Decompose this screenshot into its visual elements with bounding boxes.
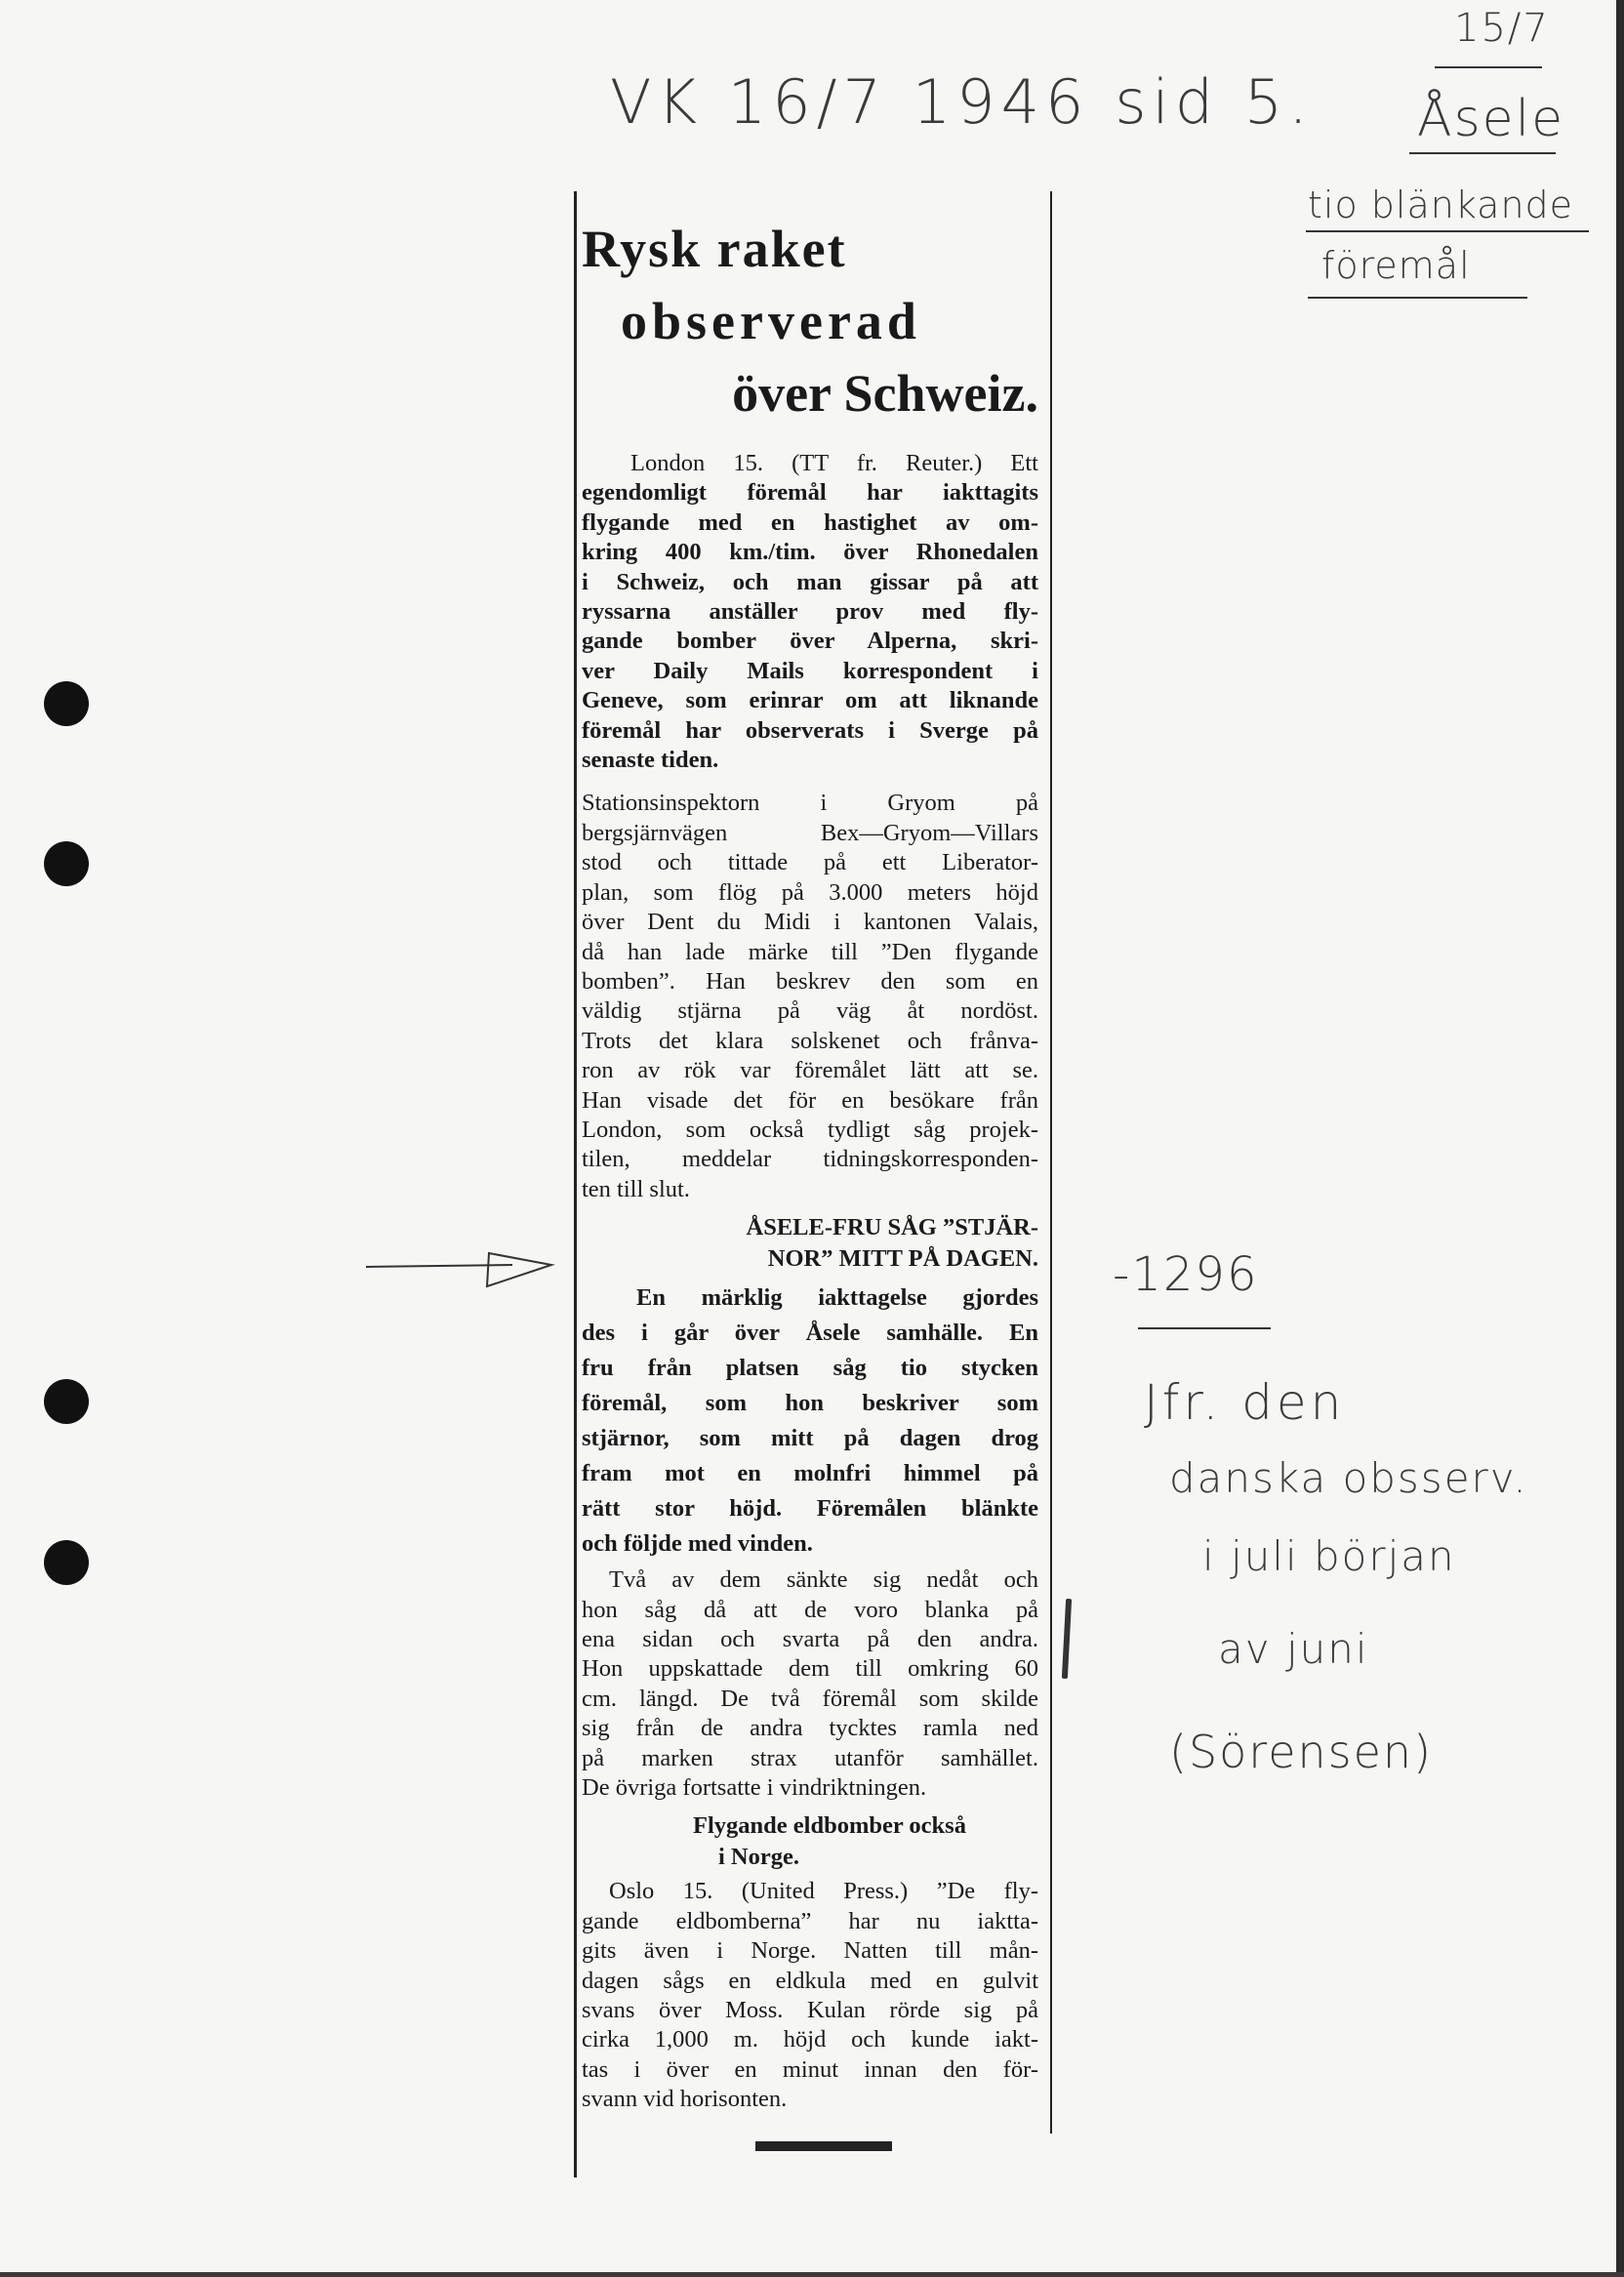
text-line: föremål har observerats i Sverge på (582, 716, 1038, 744)
text-line: plan, som flög på 3.000 meters höjd (582, 878, 1038, 906)
headline-line: över Schweiz. (732, 364, 1038, 423)
headline-line: Rysk raket (582, 220, 847, 278)
text-line: des i går över Åsele samhälle. En (582, 1320, 1038, 1347)
text-line: sig från de andra tycktes ramla ned (582, 1715, 1038, 1742)
text-line: stod och tittade på ett Liberator- (582, 849, 1038, 876)
text-line: rätt stor höjd. Föremålen blänkte (582, 1495, 1038, 1523)
punch-hole (44, 1379, 89, 1424)
text-line: Oslo 15. (United Press.) ”De fly- (609, 1878, 1038, 1905)
punch-hole (44, 841, 89, 886)
column-rule-right (1050, 191, 1052, 2134)
punch-hole (44, 681, 89, 726)
text-line: bergsjärnvägen Bex—Gryom—Villars (582, 819, 1038, 846)
scan-edge-right (1616, 0, 1624, 2277)
text-line: fram mot en molnfri himmel på (582, 1460, 1038, 1487)
text-line: Trots det klara solskenet och frånva- (582, 1027, 1038, 1054)
underline (1308, 297, 1527, 299)
text-line: cm. längd. De två föremål som skilde (582, 1685, 1038, 1712)
text-line: gande bomber över Alperna, skri- (582, 628, 1038, 655)
text-line: gits även i Norge. Natten till mån- (582, 1937, 1038, 1965)
text-line: stjärnor, som mitt på dagen drog (582, 1425, 1038, 1452)
article-headline (582, 213, 1038, 429)
subhead-line: ÅSELE-FRU SÅG ”STJÄR- (746, 1214, 1038, 1241)
text-line: Han visade det för en besökare från (582, 1086, 1038, 1114)
text-line: senaste tiden. (582, 747, 719, 774)
text-line: hon såg då att de voro blanka på (582, 1596, 1038, 1623)
text-line: Två av dem sänkte sig nedåt och (609, 1566, 1038, 1594)
scan-edge-bottom (0, 2272, 1624, 2277)
text-line: ten till slut. (582, 1175, 690, 1202)
subhead-line: Flygande eldbomber också (693, 1812, 966, 1840)
norway-body (582, 1877, 1038, 2114)
subhead-line: NOR” MITT PÅ DAGEN. (767, 1245, 1038, 1273)
handwritten-place: Åsele (1417, 90, 1565, 148)
handwritten-arrow-icon (366, 1251, 556, 1290)
article-lead (582, 449, 1038, 775)
margin-stroke (1062, 1599, 1072, 1679)
newspaper-clipping (574, 191, 1052, 2177)
text-line: ena sidan och svarta på den andra. (582, 1625, 1038, 1652)
text-line: London 15. (TT fr. Reuter.) Ett (630, 450, 1038, 476)
section-subhead (582, 1212, 1038, 1275)
text-line: föremål, som hon beskriver som (582, 1390, 1038, 1417)
text-line: cirka 1,000 m. höjd och kunde iakt- (582, 2026, 1038, 2053)
handwritten-reference-2: danska obsserv. (1169, 1454, 1528, 1502)
text-line: dagen sågs en eldkula med en gulvit (582, 1967, 1038, 1994)
article-body (582, 789, 1038, 1204)
section-subhead (582, 1810, 1038, 1873)
text-line: bomben”. Han beskrev den som en (582, 967, 1038, 995)
text-line: Geneve, som erinrar om att liknande (582, 687, 1038, 714)
asele-body (582, 1565, 1038, 1803)
text-line: då han lade märke till ”Den flygande (582, 938, 1038, 965)
text-line: över Dent du Midi i kantonen Valais, (582, 909, 1038, 936)
handwritten-topic-1: tio blänkande (1308, 183, 1574, 226)
text-line: kring 400 km./tim. över Rhonedalen (582, 539, 1038, 566)
article-end-rule (755, 2141, 892, 2151)
text-line: ron av rök var föremålet lätt att se. (582, 1057, 1038, 1084)
text-line: Hon uppskattade dem till omkring 60 (582, 1655, 1038, 1683)
text-line: svann vid horisonten. (582, 2086, 788, 2113)
text-line: ryssarna anställer prov med fly- (582, 598, 1038, 626)
text-line: väldig stjärna på väg åt nordöst. (582, 997, 1038, 1025)
text-line: och följde med vinden. (582, 1530, 813, 1558)
column-rule-left (574, 191, 577, 2177)
text-line: fru från platsen såg tio stycken (582, 1355, 1038, 1382)
handwritten-reference-5: (Sörensen) (1169, 1726, 1434, 1778)
text-line: ver Daily Mails korrespondent i (582, 657, 1038, 684)
underline (1435, 66, 1542, 68)
text-line: flygande med en hastighet av om- (582, 508, 1038, 536)
text-line: på marken strax utanför samhället. (582, 1744, 1038, 1771)
text-line: Stationsinspektorn i Gryom på (582, 790, 1038, 817)
handwritten-reference-3: i juli början (1202, 1532, 1456, 1580)
handwritten-reference-1: Jfr. den (1144, 1374, 1346, 1431)
subhead-line: i Norge. (718, 1844, 799, 1871)
underline (1306, 230, 1589, 232)
handwritten-case-number: 15/7 (1454, 6, 1550, 51)
text-line: tilen, meddelar tidningskorresponden- (582, 1146, 1038, 1173)
text-line: egendomligt föremål har iakttagits (582, 479, 1038, 507)
text-line: svans över Moss. Kulan rörde sig på (582, 1997, 1038, 2024)
handwritten-source-note: VK 16/7 1946 sid 5. (610, 66, 1314, 138)
text-line: i Schweiz, och man gissar på att (582, 568, 1038, 595)
asele-lead (582, 1281, 1038, 1562)
underline (1409, 152, 1556, 154)
text-line: tas i över en minut innan den för- (582, 2055, 1038, 2083)
punch-hole (44, 1540, 89, 1585)
text-line: gande eldbomberna” har nu iaktta- (582, 1907, 1038, 1934)
handwritten-reference-4: av juni (1218, 1625, 1369, 1673)
handwritten-topic-2: föremål (1321, 244, 1471, 287)
text-line: De övriga fortsatte i vindriktningen. (582, 1774, 927, 1801)
handwritten-number: -1296 (1113, 1247, 1259, 1302)
underline (1138, 1327, 1271, 1329)
text-line: London, som också tydligt såg projek- (582, 1116, 1038, 1143)
article (582, 213, 1038, 2115)
text-line: En märklig iakttagelse gjordes (636, 1284, 1038, 1312)
headline-line: observerad (621, 292, 921, 350)
